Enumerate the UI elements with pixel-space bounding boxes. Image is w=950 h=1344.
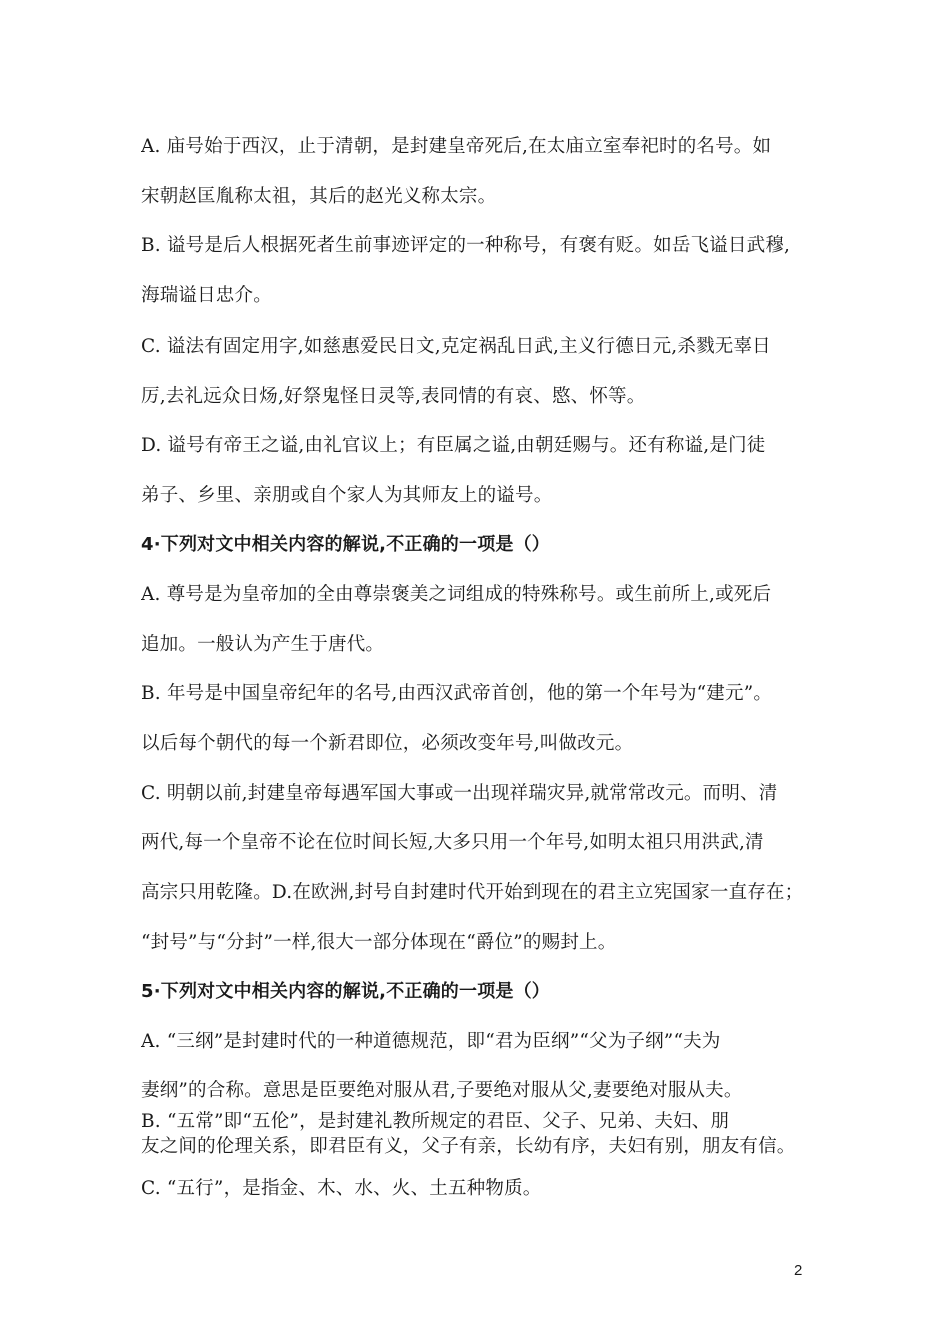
- text-line: 海瑞谥日忠介。: [141, 285, 272, 306]
- text-line: 友之间的伦理关系，即君臣有义，父子有亲，长幼有序，夫妇有别，朋友有信。: [141, 1136, 796, 1157]
- text-line: C. 明朝以前,封建皇帝每遇军国大事或一出现祥瑞灾异,就常常改元。而明、清: [141, 783, 778, 804]
- text-line: 妻纲”的合称。意思是臣要绝对服从君,子要绝对服从父,妻要绝对服从夫。: [141, 1080, 743, 1101]
- page-number: 2: [794, 1262, 803, 1279]
- text-line: B. 年号是中国皇帝纪年的名号,由西汉武帝首创，他的第一个年号为“建元”。: [141, 683, 773, 704]
- text-line: “封号”与“分封”一样,很大一部分体现在“爵位”的赐封上。: [141, 932, 617, 953]
- text-line: 以后每个朝代的每一个新君即位，必须改变年号,叫做改元。: [141, 733, 634, 754]
- question-heading: 4·下列对文中相关内容的解说,不正确的一项是（）: [141, 534, 550, 555]
- text-line: C. 谥法有固定用字,如慈惠爱民日文,克定祸乱日武,主义行德日元,杀戮无辜日: [141, 336, 771, 357]
- text-line: A. “三纲”是封建时代的一种道德规范，即“君为臣纲”“父为子纲”“夫为: [141, 1031, 721, 1052]
- text-line: 追加。一般认为产生于唐代。: [141, 634, 385, 655]
- text-line: 高宗只用乾隆。D.在欧洲,封号自封建时代开始到现在的君主立宪国家一直存在；: [141, 882, 804, 903]
- text-line: 厉,去礼远众日炀,好祭鬼怪日灵等,表同情的有哀、愍、怀等。: [141, 386, 646, 407]
- question-heading: 5·下列对文中相关内容的解说,不正确的一项是（）: [141, 981, 550, 1002]
- text-line: 弟子、乡里、亲朋或自个家人为其师友上的谥号。: [141, 485, 553, 506]
- text-line: B. 谥号是后人根据死者生前事迹评定的一种称号，有褒有贬。如岳飞谥日武穆,: [141, 235, 791, 256]
- text-line: A. 庙号始于西汉，止于清朝，是封建皇帝死后,在太庙立室奉祀时的名号。如: [141, 136, 772, 157]
- text-line: B. “五常”即“五伦”，是封建礼教所规定的君臣、父子、兄弟、夫妇、朋: [141, 1111, 730, 1132]
- text-line: D. 谥号有帝王之谥,由礼官议上；有臣属之谥,由朝廷赐与。还有称谥,是门徒: [141, 435, 766, 456]
- text-line: A. 尊号是为皇帝加的全由尊崇褒美之词组成的特殊称号。或生前所上,或死后: [141, 584, 772, 605]
- text-line: C. “五行”，是指金、木、水、火、土五种物质。: [141, 1178, 542, 1199]
- text-line: 宋朝赵匡胤称太祖，其后的赵光义称太宗。: [141, 186, 497, 207]
- text-line: 两代,每一个皇帝不论在位时间长短,大多只用一个年号,如明太祖只用洪武,清: [141, 832, 764, 853]
